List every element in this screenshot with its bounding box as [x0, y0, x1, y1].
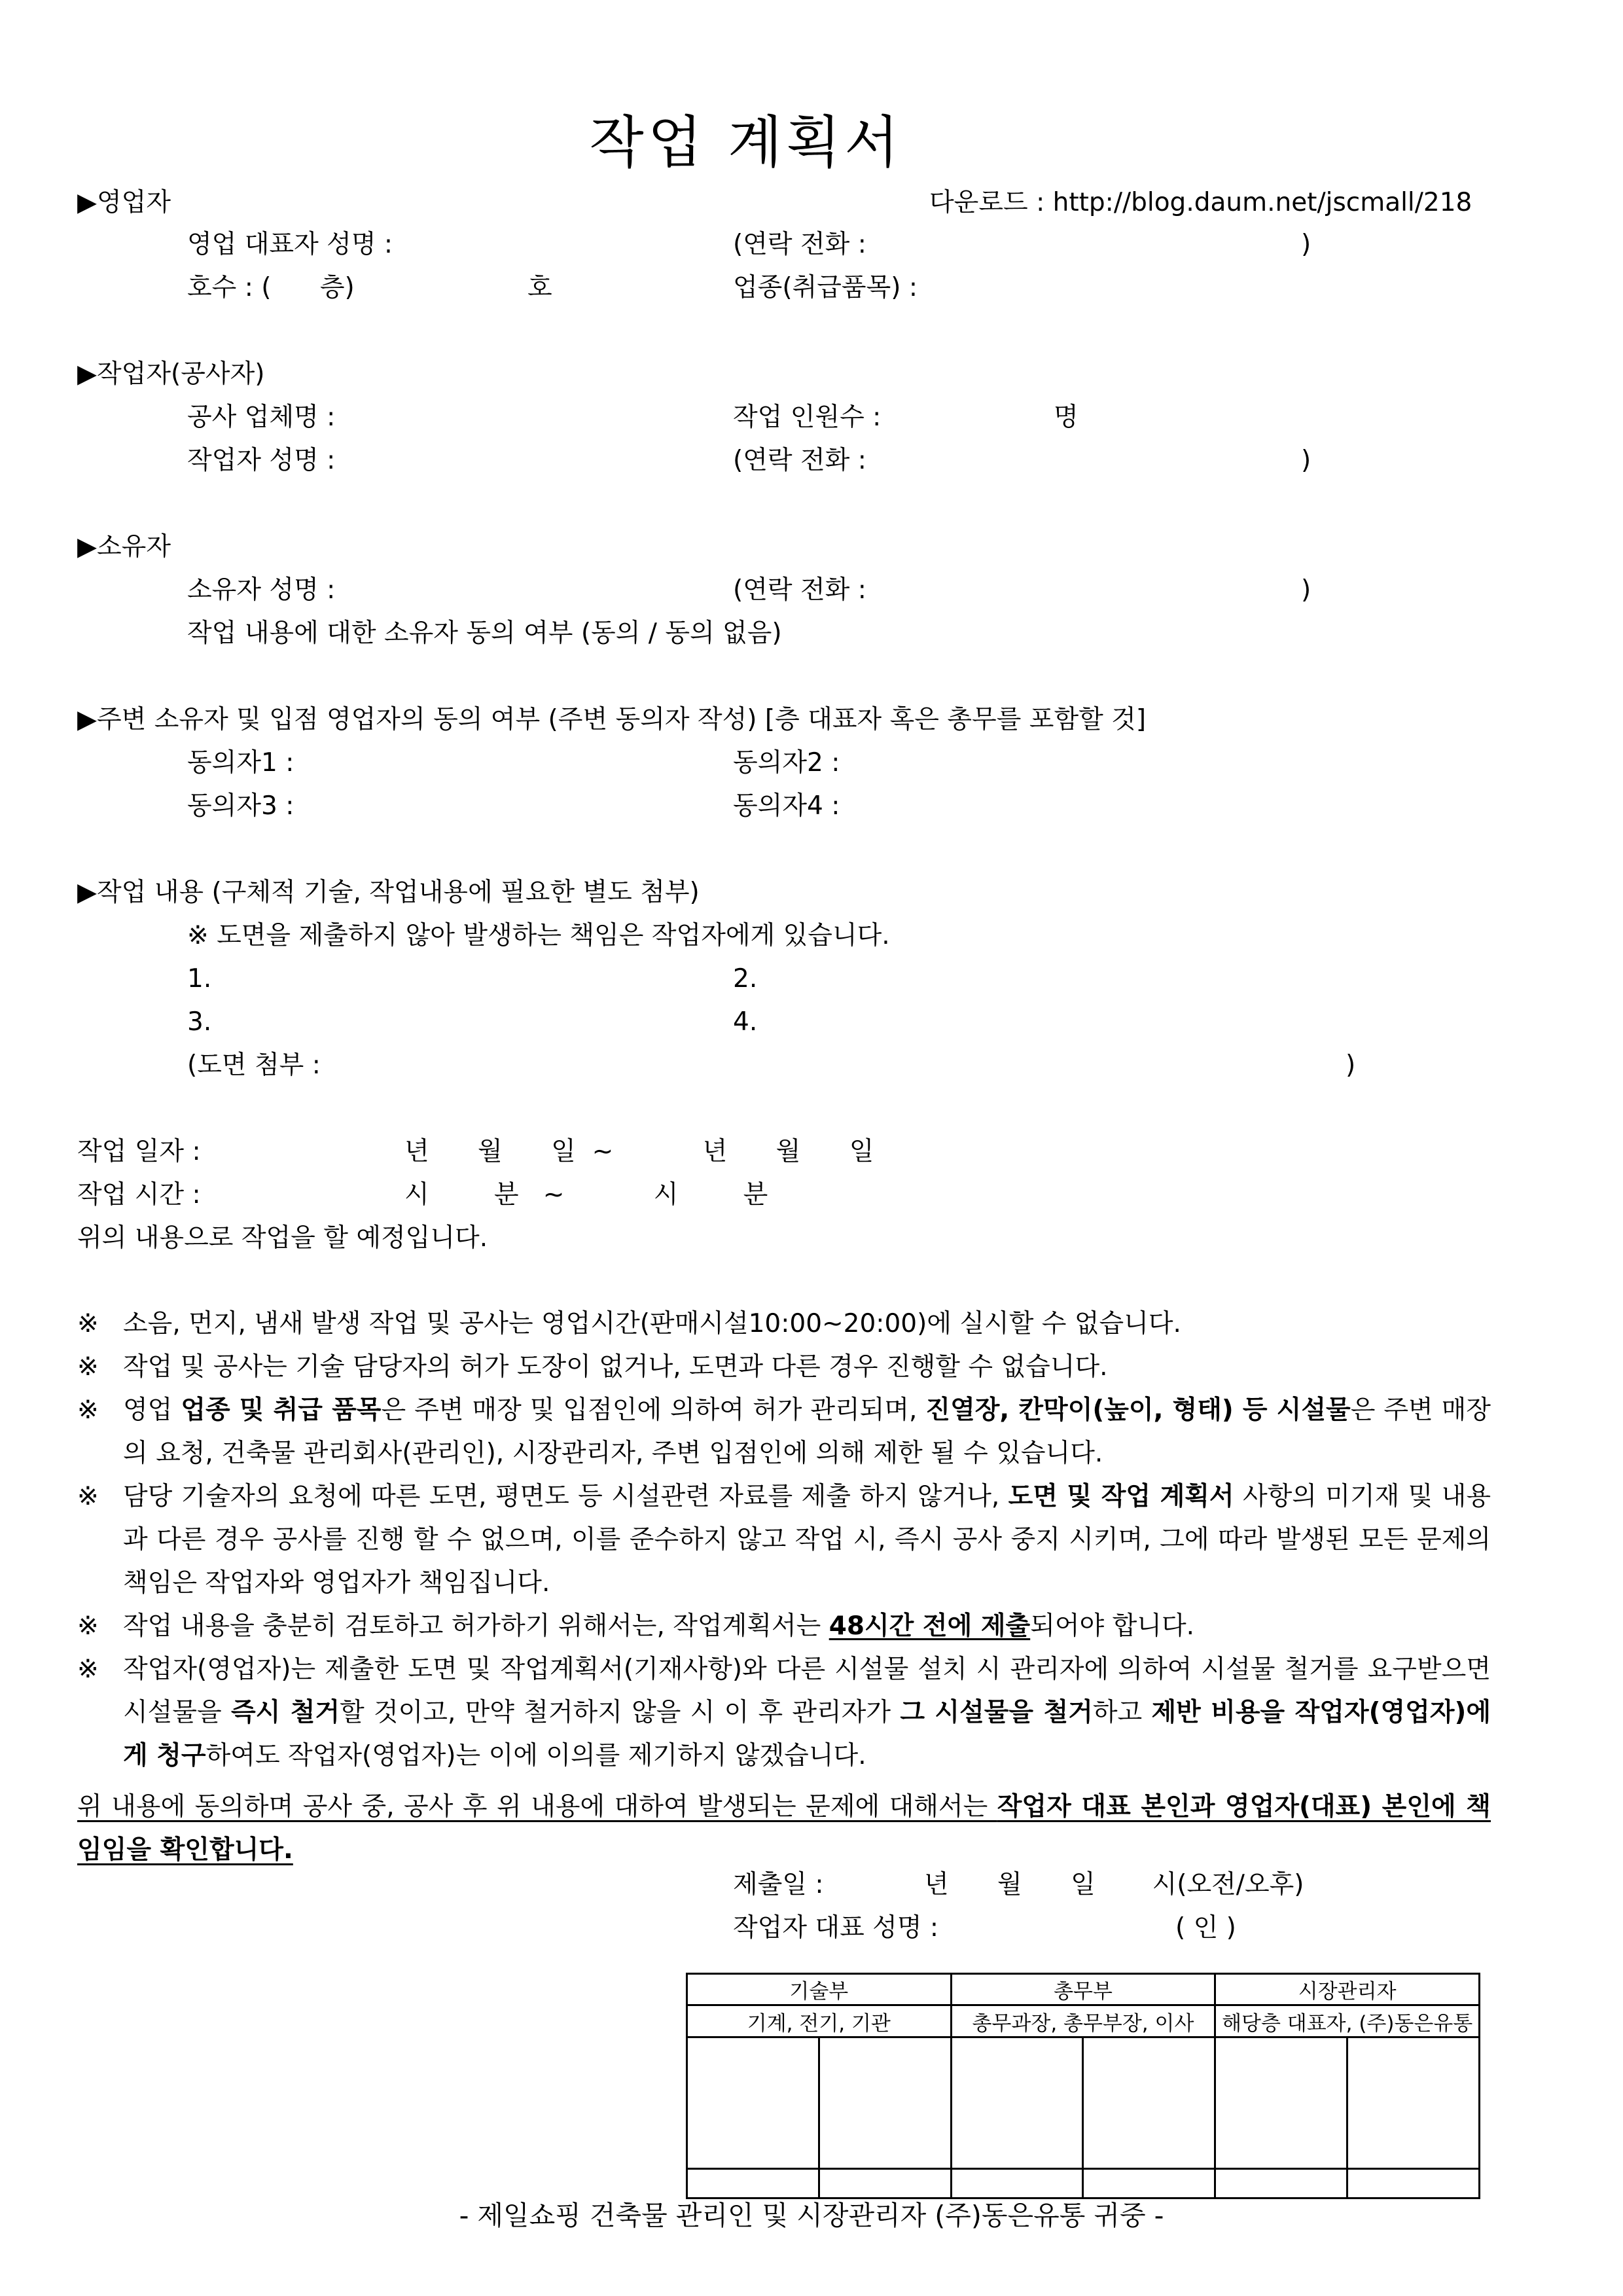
- sign-box[interactable]: [1215, 2037, 1347, 2168]
- work-time-label: 작업 시간 :: [77, 1180, 201, 1210]
- note-48-hours: [77, 1605, 1491, 1648]
- dept-technical: 기술부: [687, 1974, 952, 2005]
- business-unit-ho: 호: [527, 273, 552, 302]
- note-mark: ※: [77, 1482, 99, 1511]
- note-approval-stamp: [77, 1346, 1491, 1389]
- drawing-notice: ※ 도면을 제출하지 않아 발생하는 책임은 작업자에게 있습니다.: [187, 921, 890, 950]
- business-contact-label: (연락 전화 :: [733, 230, 866, 259]
- note-emphasis: 48시간 전에 제출: [829, 1611, 1031, 1641]
- sign-box[interactable]: [1083, 2037, 1215, 2168]
- note-text: 작업자(영업자)는 제출한 도면 및 작업계획서(기재사항)와 다른 시설물 설치 시 관리자에 의하여 시설물 철거를 요구받으면 시설물을: [123, 1655, 1491, 1727]
- note-text: 하고: [1092, 1698, 1152, 1727]
- content-item-2: 2.: [733, 964, 758, 994]
- consenter-3-label: 동의자3 :: [187, 791, 294, 821]
- statement-emphasis: 작업자 대표 본인과 영업자(대표) 본인에 책임임을 확인합니다.: [77, 1792, 1491, 1865]
- note-emphasis: 업종 및 취급 품목: [181, 1395, 382, 1425]
- business-category-label: 업종(취급품목) :: [733, 273, 918, 302]
- note-text: 소음, 먼지, 냄새 발생 작업 및 공사는 영업시간(판매시설10:00~20:00)에 실시할 수 없습니다.: [123, 1309, 1181, 1338]
- business-heading: ▶영업자: [77, 188, 171, 217]
- content-item-3: 3.: [187, 1007, 212, 1037]
- statement-text: 위 내용에 동의하며 공사 중, 공사 후 위 내용에 대하여 발생되는 문제에 대해서는: [77, 1792, 997, 1821]
- business-rep-name-label: 영업 대표자 성명 :: [187, 230, 393, 259]
- dept-general-affairs: 총무부: [951, 1974, 1215, 2005]
- note-emphasis: 즉시 철거: [230, 1698, 340, 1727]
- owner-heading: ▶소유자: [77, 532, 171, 562]
- worker-heading: ▶작업자(공사자): [77, 359, 265, 389]
- drawing-attachment-label: (도면 첨부 :: [187, 1050, 321, 1080]
- responsibility-statement: [77, 1785, 1491, 1872]
- note-category-restriction: [77, 1389, 1491, 1475]
- note-text: 담당 기술자의 요청에 따른 도면, 평면도 등 시설관련 자료를 제출 하지 않거나,: [123, 1482, 1008, 1511]
- sign-box[interactable]: [1347, 2037, 1480, 2168]
- dept-market-manager: 시장관리자: [1215, 1974, 1480, 2005]
- note-documents: [77, 1475, 1491, 1605]
- content-heading: ▶작업 내용 (구체적 기술, 작업내용에 필요한 별도 첨부): [77, 878, 700, 907]
- content-item-4: 4.: [733, 1007, 758, 1037]
- worker-headcount-label: 작업 인원수 :: [733, 403, 882, 432]
- note-emphasis: 그 시설물을 철거: [900, 1698, 1093, 1727]
- sign-date-box[interactable]: [1215, 2168, 1347, 2198]
- content-item-1: 1.: [187, 964, 212, 994]
- worker-name-label: 작업자 성명 :: [187, 446, 336, 475]
- note-emphasis: 제반 비용을 작업자(영업자)에게 청구: [123, 1698, 1491, 1770]
- note-text: 작업 내용을 충분히 검토하고 허가하기 위해서는, 작업계획서는: [123, 1611, 829, 1641]
- note-text: 영업: [123, 1395, 181, 1425]
- owner-name-label: 소유자 성명 :: [187, 575, 336, 605]
- note-text: 은 주변 매장의 요청, 건축물 관리회사(관리인), 시장관리자, 주변 입점인에 의해 제한 될 수 있습니다.: [123, 1395, 1491, 1468]
- business-unit-label: 호수 : ( 층): [187, 273, 355, 302]
- owner-consent: 작업 내용에 대한 소유자 동의 여부 (동의 / 동의 없음): [187, 619, 782, 648]
- sign-date-box[interactable]: [687, 2168, 819, 2198]
- sign-box[interactable]: [687, 2037, 819, 2168]
- note-mark: ※: [77, 1395, 99, 1425]
- dept-general-affairs-sub: 총무과장, 총무부장, 이사: [951, 2005, 1215, 2037]
- submit-date-label: 제출일 :: [733, 1870, 824, 1899]
- signer-name-label: 작업자 대표 성명 :: [733, 1913, 939, 1943]
- note-noise: [77, 1302, 1491, 1346]
- submit-date-fields: 년 월 일 시(오전/오후): [924, 1870, 1304, 1899]
- worker-contact-close: ): [1301, 446, 1311, 475]
- approval-table: [686, 1973, 1480, 2199]
- work-date-fields: 년 월 일 ~ 년 월 일: [404, 1137, 874, 1166]
- note-mark: ※: [77, 1655, 99, 1684]
- sign-box[interactable]: [819, 2037, 951, 2168]
- note-emphasis: 도면 및 작업 계획서: [1008, 1482, 1234, 1511]
- sign-date-box[interactable]: [1083, 2168, 1215, 2198]
- consenter-1-label: 동의자1 :: [187, 748, 294, 778]
- dept-market-manager-sub: 해당층 대표자, (주)동은유통: [1215, 2005, 1480, 2037]
- footer-addressee: - 제일쇼핑 건축물 관리인 및 시장관리자 (주)동은유통 귀중 -: [459, 2200, 1164, 2231]
- note-mark: ※: [77, 1352, 99, 1382]
- drawing-attachment-close: ): [1346, 1050, 1356, 1080]
- note-text: 은 주변 매장 및 입점인에 의하여 허가 관리되며,: [381, 1395, 926, 1425]
- consenter-2-label: 동의자2 :: [733, 748, 840, 778]
- work-statement: 위의 내용으로 작업을 할 예정입니다.: [77, 1223, 488, 1253]
- note-text: 되어야 합니다.: [1030, 1611, 1195, 1641]
- note-removal: [77, 1648, 1491, 1778]
- work-date-label: 작업 일자 :: [77, 1137, 201, 1166]
- business-contact-close: ): [1301, 230, 1311, 259]
- worker-contact-label: (연락 전화 :: [733, 446, 866, 475]
- worker-headcount-unit: 명: [1054, 403, 1079, 432]
- worker-company-label: 공사 업체명 :: [187, 403, 336, 432]
- owner-contact-close: ): [1301, 575, 1311, 605]
- note-text: 작업 및 공사는 기술 담당자의 허가 도장이 없거나, 도면과 다른 경우 진행할 수 없습니다.: [123, 1352, 1108, 1382]
- note-mark: ※: [77, 1309, 99, 1338]
- consenter-4-label: 동의자4 :: [733, 791, 840, 821]
- work-time-fields: 시 분 ~ 시 분: [404, 1180, 768, 1210]
- neighbors-heading: ▶주변 소유자 및 입점 영업자의 동의 여부 (주변 동의자 작성) [층 대표자 혹은 총무를 포함할 것]: [77, 705, 1147, 734]
- sign-date-box[interactable]: [951, 2168, 1083, 2198]
- note-mark: ※: [77, 1611, 99, 1641]
- dept-technical-sub: 기계, 전기, 기관: [687, 2005, 952, 2037]
- note-text: 사항의 미기재 및 내용과 다른 경우 공사를 진행 할 수 없으며, 이를 준수하지 않고 작업 시, 즉시 공사 중지 시키며, 그에 따라 발생된 모든 문제의 책임은 작업자와 영업자가 책임집니다.: [123, 1482, 1491, 1598]
- seal-mark: ( 인 ): [1175, 1913, 1236, 1943]
- sign-date-box[interactable]: [1347, 2168, 1480, 2198]
- sign-date-box[interactable]: [819, 2168, 951, 2198]
- sign-box[interactable]: [951, 2037, 1083, 2168]
- owner-contact-label: (연락 전화 :: [733, 575, 866, 605]
- note-emphasis: 진열장, 칸막이(높이, 형태) 등 시설물: [925, 1395, 1351, 1425]
- page-title: 작업 계획서: [589, 110, 903, 175]
- note-text: 하여도 작업자(영업자)는 이에 이의를 제기하지 않겠습니다.: [205, 1741, 866, 1770]
- note-text: 할 것이고, 만약 철거하지 않을 시 이 후 관리자가: [340, 1698, 901, 1727]
- download-link[interactable]: 다운로드 : http://blog.daum.net/jscmall/218: [929, 188, 1472, 217]
